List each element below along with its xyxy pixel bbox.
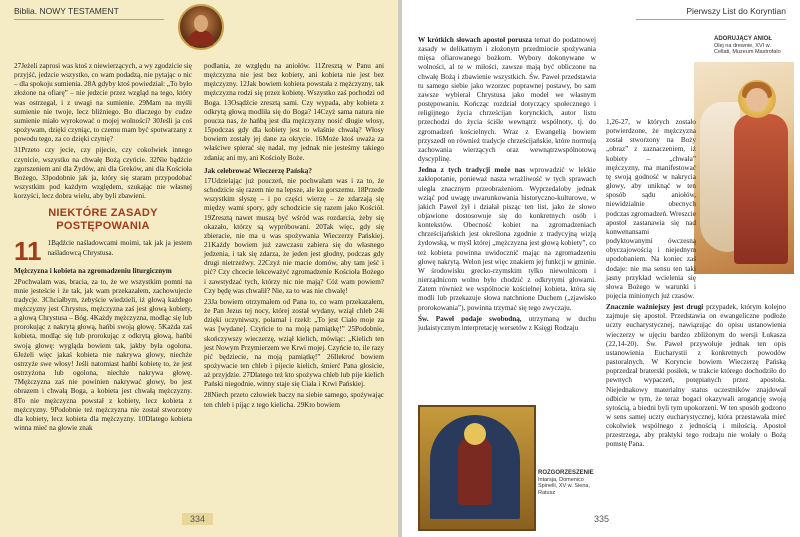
verse-paragraph: 23Ja bowiem otrzymałem od Pana to, co wam przekazałem, że Pan Jezus tej nocy, której został wydany, wziął chleb 24i dzięki uczyniwszy, połamał i rzekł: „To jest Ciało moje za was [wydane]. Czyńcie to na moją pamiątkę!” 25Podobnie, skończywszy wieczerzę, wziął kielich, mówiąc: „Kielich ten jest Nowym Przymierzem we Krwi mojej. Czyńcie to, ile razy pić będziecie, na moją pamiątkę!” 26Ilekroć bowiem spożywacie ten chleb i pijecie kielich, śmierć Pana głosicie, aż przyjdzie. 27Dlatego też kto spożywa chleb lub pije kielich Pański niegodnie, winny staje się Ciała i Krwi Pańskiej. <box>204 297 384 389</box>
left-running-header: Biblia. NOWY TESTAMENT <box>14 6 119 16</box>
caption-title: ROZGORZESZENIE <box>538 470 594 476</box>
verse-paragraph: 27Jeżeli zaprosi was ktoś z niewierzących, a wy zgodzicie się przyjść, jedzcie wszystko, co wam podadzą, nie pytając o nic – dla spokoju sumienia. 28A gdyby ktoś powiedział: „To było złożone na ofiarę” – nie jedzcie przez wzgląd na tego, który was ostrzegał, i z uwagi na sumienie. 29Mam na myśli sumienie nie twoje, lecz bliźniego. Bo dlaczego by cudze sumienie miało wyrokować o mojej wolności? 30Jeśli ja coś spożywam, dzięki czyniąc, to czemu mam być spotwarzany z powodu tego, za co dzięki czynię? <box>14 62 192 144</box>
commentary-paragraph <box>606 303 786 450</box>
verse-paragraph: 31Przeto czy jecie, czy pijecie, czy cokolwiek innego czynicie, wszystko na chwałę Bożą czyńcie. 32Nie bądźcie zgorszeniem ani dla Żydów, ani dla Greków, ani dla Kościoła Bożego, 33podobnie jak ja, który się staram przypodobać wszystkim pod każdym względem, szukając nie własnej korzyści, lecz dobra wielu, aby byli zbawieni. <box>14 146 192 201</box>
left-header-rule <box>14 19 164 20</box>
verse-paragraph: 2Pochwalam was, bracia, za to, że we wszystkim pomni na mnie jesteście i że tak, jak wam przekazałem, zachowujecie tradycje. 3Chciałbym, żebyście wiedzieli, iż głową każdego mężczyzny jest Chrystus, mężczyzna zaś jest głową kobiety, a głową Chrystusa – Bóg. 4Każdy mężczyzna, modląc się lub prorokując z nakrytą głową, hańbi swoją głowę. 5Każda zaś kobieta, modląc się lub prorokując z odkrytą głową, hańbi swoją głowę: wygląda bowiem tak, jakby była ogolona. 6Jeżeli więc jakaś kobieta nie nakrywa głowy, niechże ostrzyże swe włosy! Jeśli natomiast hańbi kobietę to, że jest ostrzyżona lub ogolona, niechże nakrywa głowę. 7Mężczyzna zaś nie powinien nakrywać głowy, bo jest obrazem i chwałą Boga, a kobieta jest chwałą mężczyzny. 8To nie mężczyzna powstał z kobiety, lecz kobieta z mężczyzny. 9Podobnie też mężczyzna nie został stworzony dla kobiety, lecz kobieta dla mężczyzny. 10Dlatego kobieta winna mieć na głowie znak <box>14 277 192 432</box>
commentary-paragraph: 1,26-27, w których zostało potwierdzone, że mężczyzna został stworzony na Boży „obraz” z zaznaczeniem, iż kobiety – „chwała” mężczyzny, ma manifestować tę swoją godność w nakrycia głowy, aby uniknąć w ten sposób sądu aniołów, niewidzialnie obecnych podczas zgromadzeń. Wreszcie apostoł zastanawia się nad konwenansami podyktowanymi ówczesną obyczajowością i niejednym upodobaniem. Na koniec zaś dodaje: nie ma sensu ten taki jasny przykład wcielenia się słowa Bożego w warunki i pojęcia minionych już czasów. <box>606 118 696 300</box>
paragraph-text: utrzymaną w duchu judaistycznym interpretację wersetów z Księgi Rodzaju <box>418 314 596 332</box>
caption-text: Intarsja, Domenico Spinelli, XV w. Siena, Ratusz <box>538 476 590 496</box>
pericope-heading: Jak celebrować Wieczerzę Pańską? <box>204 166 312 175</box>
caption-text: Olej na drewnie, XVI w. Cellati, Muzeum Mastrofalo <box>714 42 781 56</box>
intarsia-caption <box>538 470 598 496</box>
pericope-heading: Mężczyzna i kobieta na zgromadzeniu liturgicznym <box>14 267 172 276</box>
left-page <box>0 0 398 537</box>
chapter-intro: 1Bądźcie naśladowcami moimi, tak jak ja jestem naśladowcą Chrystusa. <box>47 239 192 257</box>
paragraph-lead: Św. Paweł podaje swobodną, <box>418 314 522 323</box>
chapter-number: 11 <box>14 236 42 267</box>
commentary-paragraph <box>418 36 596 164</box>
left-column-2 <box>204 62 384 412</box>
left-page-number: 334 <box>182 513 213 525</box>
paragraph-text: wprowadzić w lekkie zakłopotanie, ponieważ nasza wrażliwość w tych sprawach uległa znacznym przeobrażeniom. Wyprzedaloby jednak wziąć pod uwagę uwarunkowania historyczno-kulturowe, w jakich Paweł żył i działał pisząc ten list, jako że słowo objawione dostosowuje się do konkretnych osób i kontekstów. Obecność kobiet na zgromadzeniach chrześcijańskich jest określona zgodnie z tradycyjną wizją żydowską, w myśl której „mężczyzna jest głową kobiety”, co też kobieta powinna uwidocznić mając na zgromadzeniu głowę nakrytą. Welon jest więc znakiem jej funkcji w gminie. W środowisku grecko-rzymskim tylko niewolnicom i nierządnicom wolno było chodzić z odkrytymi głowami. Zatem również we wspólnocie kościelnej kobieta, która się modli lub przekazuje słowa natchnione Duchem („zjawisko prorokowania”), powinna trzymać się tego zwyczaju. <box>418 166 596 312</box>
left-column-1 <box>14 62 192 435</box>
verse-paragraph: podlania, ze względu na aniołów. 11Zresztą w Panu ani mężczyzna nie jest bez kobiety, ani kobieta nie jest bez mężczyzny. 12Jak bowiem kobieta powstała z mężczyzny, tak mężczyzna rodzi się przez kobietę. Wszystko zaś pochodzi od Boga. 13Osądźcie zresztą sami. Czy wypada, aby kobieta z odkrytą głową modliła się do Boga? 14Czyż sama natura nie poucza nas, że hańbą jest dla mężczyzny nosić długie włosy, 15podczas gdy dla kobiety jest to właśnie chwałą? Włosy bowiem zostały jej dane za okrycie. 16Może ktoś uważa za właściwe spierać się nadal, my jednak nie jesteśmy takiego zdania; ani my, ani Kościoły Boże. <box>204 62 384 162</box>
section-title: NIEKTÓRE ZASADY POSTĘPOWANIA <box>48 207 158 233</box>
panel-figure <box>458 435 492 505</box>
verse-paragraph: 17Udzielając już pouczeń, nie pochwalam was i za to, że schodzicie się razem nie na lepsze, ale ku gorszemu. 18Przede wszystkim słyszę – i po części wierzę – że zdarzają się między wami spory, gdy schodzicie się razem jako Kościół. 19Zresztą nawet muszą być wśród was rozdarcia, żeby się okazało, którzy są wypróbowani. 20Tak więc, gdy się zbieracie, nie ma u was spożywania Wieczerzy Pańskiej. 21Każdy bowiem już zawczasu zabiera się do własnego jedzenia, i tak się zdarza, że jeden jest głodny, podczas gdy drugi nietrzeźwy. 22Czyż nie macie domów, aby tam jeść i pić? Czy chcecie lekceważyć zgromadzenie Kościoła Bożego i zawstydzać tych, którzy nic nie mają? Cóż wam powiem? Czy będę was chwalił? Nie, za to was nie chwalę! <box>204 176 384 295</box>
intarsia-panel-image <box>418 405 536 531</box>
commentary-paragraph <box>418 315 596 333</box>
paragraph-lead: Znacznie ważniejszy jest drugi <box>606 303 704 312</box>
right-page <box>402 0 800 537</box>
paragraph-lead: W krótkich słowach apostoł porusza <box>418 36 532 44</box>
panel-nimbus <box>464 423 486 445</box>
portrait-face <box>194 15 208 32</box>
paragraph-text: przypadek, którym kolejno zajmuje się apostoł. Przedstawia on ewangeliczne podłoże uczty eucharystycznej, nawiązując do opisu ustanowienia wieczerzy w ujęciu bardzo zbliżonym do wersji Łukasza (22,14-20). Św. Paweł przywołuje jednak ten opis ustanowienia Eucharystii z konkretnych powodów pastoralnych. W Koryncie bowiem Wieczerzę Pańską poprzedzał braterski posiłek, w trakcie którego dochodziło do pewnych wypaczeń, potępianych przez apostoła. Niejednakowy materialny status uczestników znajdował odbicie w tym, że teraz bogaci okazywali arogancję swoją sytością, a biedni byli tym upokorzeni. W ten sposób godzono w sens samej uczty eucharystycznej, która przestawała mieć cokolwiek wspólnego z jednością i miłością. Apostoł przestrzega, aby praktyki tego rodzaju nie wołały o Bożą pomstę Pana. <box>606 303 786 449</box>
verse-paragraph: 28Niech przeto człowiek baczy na siebie samego, spożywając ten chleb i pijąc z tego kielicha. 29Kto bowiem <box>204 391 384 409</box>
paragraph-text: temat do podatnowej zasady w delikatnym i złożonym przedmiocie spożywania mięsa ofiarowanego bożkom. Wybory dokonywane w wolności, al te w miłości, zawsze mają być obliczone na chwałę Bożą i zbawienie wszystkich. Św. Paweł przedstawia tu samego siebie jako wzorzec poprawnej postawy, bo sam zawsze wybierał Chrystusa jako model we własnym postępowaniu. Kończąc rozdział dotyczący społecznego i religijnego życia chrześcijan korynckich, autor listu przechodzi do życia ściśle wewnątrz wspólnoty, tj. do zgromadzeń kościelnych. Wraz z Ewangelią bowiem przyszedł on również tradycje chrześcijańskie, które normują zachowania wierzących oraz wewnątrzwspólnotową dyscyplinę. <box>418 36 596 164</box>
commentary-paragraph <box>418 166 596 313</box>
right-page-number: 335 <box>594 514 610 524</box>
right-running-header: Pierwszy List do Koryntian <box>686 6 786 16</box>
saint-portrait-medallion <box>178 4 224 50</box>
portrait-robe <box>188 30 214 46</box>
right-header-rule <box>636 19 786 20</box>
caption-title: ADORUJĄCY ANIOŁ <box>714 36 773 42</box>
right-column-2 <box>606 36 786 452</box>
paragraph-lead: Jedna z tych tradycji może nas <box>418 166 526 175</box>
chapter-opening <box>14 236 192 267</box>
right-column-1 <box>418 36 596 335</box>
